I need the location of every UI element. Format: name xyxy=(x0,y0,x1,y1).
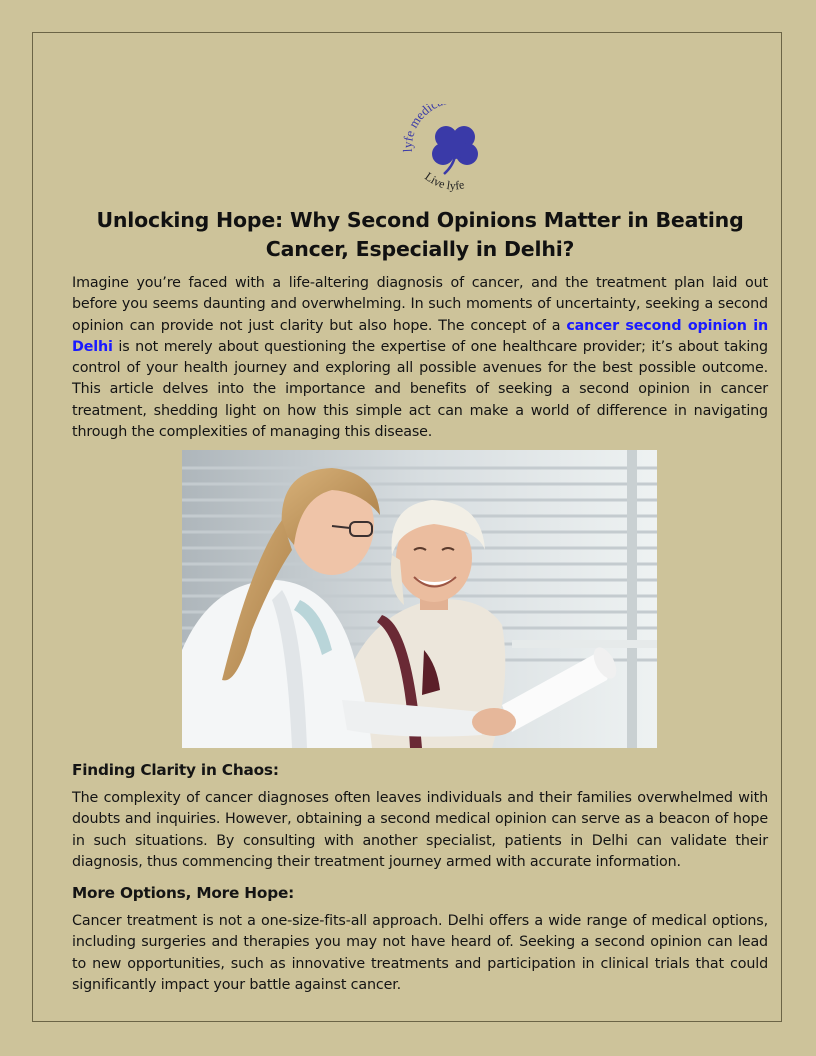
doctor-patient-photo xyxy=(182,450,657,748)
intro-paragraph xyxy=(72,273,768,443)
cancer-second-opinion-link[interactable]: cancer second opinion in Delhi xyxy=(72,317,768,355)
lyfe-medicare-logo xyxy=(398,104,508,204)
logo-brand-top-text: lyfe medic xyxy=(399,104,440,153)
article-title: Unlocking Hope: Why Second Opinions Matter in Beating Cancer, Especially in Delhi? xyxy=(96,208,744,261)
section-body-finding-clarity: The complexity of cancer diagnoses often leaves individuals and their families overwhelmed with doubts and inquiries. However, obtaining a second medical opinion can serve as a beacon of hope in such situations. By consulting with another specialist, patients in Delhi can validate their diagnosis, thus commencing their treatment journey armed with accurate information. xyxy=(72,790,768,870)
logo-brand-bottom-text: Live lyfe xyxy=(422,169,466,193)
section-heading-more-options: More Options, More Hope: xyxy=(72,884,295,902)
intro-text-before-link: Imagine you’re faced with a life-altering diagnosis of cancer, and the treatment plan laid out before you seems daunting and overwhelming. In such moments of uncertainty, seeking a second opinion can provide not just clarity but also hope. The concept of a xyxy=(72,275,768,334)
section-heading-finding-clarity: Finding Clarity in Chaos: xyxy=(72,761,279,779)
section-body-more-options: Cancer treatment is not a one-size-fits-all approach. Delhi offers a wide range of medical options, including surgeries and therapies you may not have heard of. Seeking a second opinion can lead to new opportunities, such as innovative treatments and participation in clinical trials that could significantly impact your battle against cancer. xyxy=(72,913,768,993)
clover-icon xyxy=(432,126,478,174)
intro-text-after-link: is not merely about questioning the expertise of one healthcare provider; it’s about taking control of your health journey and exploring all possible avenues for the best possible outcome. This article delves into the importance and benefits of seeking a second opinion in cancer treatment, shedding light on how this simple act can make a world of difference in navigating through the complexities of managing this disease. xyxy=(72,338,768,441)
